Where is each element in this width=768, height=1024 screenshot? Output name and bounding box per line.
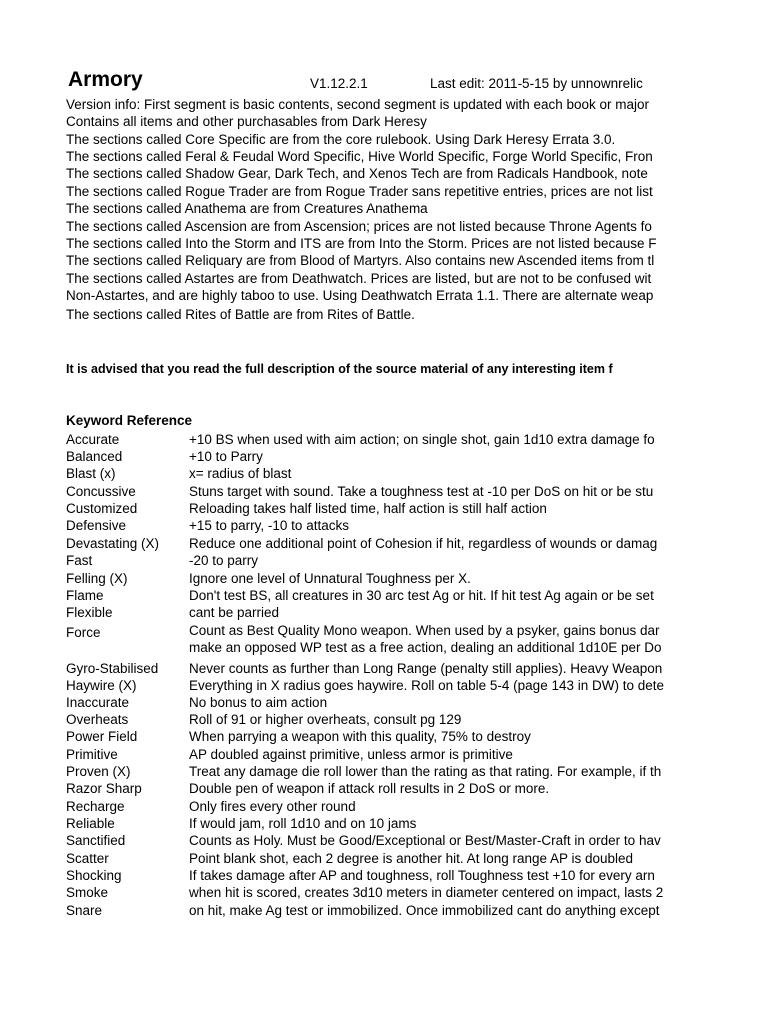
- keyword-name: Recharge: [66, 799, 125, 814]
- keyword-name: Overheats: [66, 712, 129, 727]
- keyword-name: Power Field: [66, 729, 138, 744]
- intro-line: Version info: First segment is basic contents, second segment is updated with each book or major: [66, 97, 650, 112]
- keyword-row: [66, 623, 672, 657]
- keyword-name: Smoke: [66, 885, 109, 900]
- keyword-description: Stuns target with sound. Take a toughness test at -10 per DoS on hit or be stu: [189, 484, 654, 499]
- keyword-name: Blast (x): [66, 466, 116, 481]
- intro-line: The sections called Feral & Feudal Word Specific, Hive World Specific, Forge World Specific, Fron: [66, 149, 653, 164]
- intro-line: The sections called Astartes are from Deathwatch. Prices are listed, but are not to be confused wit: [66, 271, 652, 286]
- keyword-name: Reliable: [66, 816, 115, 831]
- keyword-description: Counts as Holy. Must be Good/Exceptional or Best/Master-Craft in order to hav: [189, 833, 661, 848]
- intro-line: The sections called Rites of Battle are from Rites of Battle.: [66, 307, 415, 322]
- keyword-name: Shocking: [66, 868, 122, 883]
- keyword-description: +15 to parry, -10 to attacks: [189, 518, 349, 533]
- keyword-description: Point blank shot, each 2 degree is another hit. At long range AP is doubled: [189, 851, 634, 866]
- keyword-name: Snare: [66, 903, 103, 918]
- intro-line: The sections called Reliquary are from Blood of Martyrs. Also contains new Ascended items from tl: [66, 253, 655, 268]
- intro-line: Non-Astartes, and are highly taboo to use. Using Deathwatch Errata 1.1. There are alternate weap: [66, 288, 654, 303]
- version-label: V1.12.2.1: [310, 76, 368, 91]
- keyword-description: Roll of 91 or higher overheats, consult pg 129: [189, 712, 462, 727]
- keyword-description: cant be parried: [189, 605, 280, 620]
- keyword-description: Don't test BS, all creatures in 30 arc test Ag or hit. If hit test Ag again or be set: [189, 588, 654, 603]
- keyword-description: Reduce one additional point of Cohesion if hit, regardless of wounds or damag: [189, 536, 658, 551]
- keyword-name: Flexible: [66, 605, 113, 620]
- intro-line: Contains all items and other purchasables from Dark Heresy: [66, 114, 427, 129]
- keyword-description: Everything in X radius goes haywire. Roll on table 5-4 (page 143 in DW) to dete: [189, 678, 665, 693]
- spreadsheet-sheet: [66, 0, 672, 1024]
- keyword-name: Sanctified: [66, 833, 126, 848]
- keyword-description: +10 BS when used with aim action; on single shot, gain 1d10 extra damage fo: [189, 432, 655, 447]
- keyword-description: Ignore one level of Unnatural Toughness per X.: [189, 571, 471, 586]
- keyword-name: Fast: [66, 553, 93, 568]
- keyword-description: when hit is scored, creates 3d10 meters in diameter centered on impact, lasts 2: [189, 885, 664, 900]
- intro-line: The sections called Core Specific are from the core rulebook. Using Dark Heresy Errata 3.0.: [66, 132, 616, 147]
- keyword-description: x= radius of blast: [189, 466, 292, 481]
- last-edit-label: Last edit: 2011-5-15 by unnownrelic: [430, 76, 643, 91]
- keyword-description: Only fires every other round: [189, 799, 356, 814]
- keyword-description: Reloading takes half listed time, half action is still half action: [189, 501, 547, 516]
- keyword-name: Flame: [66, 588, 104, 603]
- keyword-description: on hit, make Ag test or immobilized. Once immobilized cant do anything except: [189, 903, 660, 918]
- intro-line: The sections called Into the Storm and ITS are from Into the Storm. Prices are not listed because F: [66, 236, 657, 251]
- intro-line: The sections called Rogue Trader are from Rogue Trader sans repetitive entries, prices are not list: [66, 184, 653, 199]
- keyword-name: Force: [66, 625, 101, 640]
- keyword-name: Defensive: [66, 518, 127, 533]
- keyword-name: Scatter: [66, 851, 109, 866]
- intro-line: The sections called Shadow Gear, Dark Tech, and Xenos Tech are from Radicals Handbook, note: [66, 166, 648, 181]
- keyword-name: Proven (X): [66, 764, 131, 779]
- keyword-name: Accurate: [66, 432, 120, 447]
- keyword-name: Primitive: [66, 747, 118, 762]
- page-title: Armory: [68, 68, 143, 91]
- keyword-description: -20 to parry: [189, 553, 259, 568]
- keyword-description: Treat any damage die roll lower than the rating as that rating. For example, if th: [189, 764, 662, 779]
- advice-note: It is advised that you read the full description of the source material of any interesting item f: [66, 362, 613, 376]
- keyword-name: Devastating (X): [66, 536, 160, 551]
- intro-line: The sections called Anathema are from Creatures Anathema: [66, 201, 428, 216]
- keyword-name: Gyro-Stabilised: [66, 661, 159, 676]
- keyword-name: Felling (X): [66, 571, 128, 586]
- keyword-name: Balanced: [66, 449, 123, 464]
- keyword-description-continued: make an opposed WP test as a free action, dealing an additional 1d10E per Do: [189, 640, 662, 655]
- keyword-name: Inaccurate: [66, 695, 130, 710]
- intro-line: The sections called Ascension are from Ascension; prices are not listed because Throne Agents fo: [66, 219, 652, 234]
- keyword-heading: Keyword Reference: [66, 413, 193, 428]
- keyword-name: Concussive: [66, 484, 136, 499]
- keyword-description: No bonus to aim action: [189, 695, 328, 710]
- keyword-name: Haywire (X): [66, 678, 137, 693]
- keyword-description: If takes damage after AP and toughness, roll Toughness test +10 for every arn: [189, 868, 655, 883]
- keyword-description: Never counts as further than Long Range (penalty still applies). Heavy Weapon: [189, 661, 663, 676]
- keyword-description: +10 to Parry: [189, 449, 263, 464]
- keyword-description: Double pen of weapon if attack roll results in 2 DoS or more.: [189, 781, 550, 796]
- keyword-description: AP doubled against primitive, unless armor is primitive: [189, 747, 513, 762]
- keyword-description: If would jam, roll 1d10 and on 10 jams: [189, 816, 417, 831]
- keyword-description: Count as Best Quality Mono weapon. When used by a psyker, gains bonus dar: [189, 623, 660, 638]
- keyword-name: Razor Sharp: [66, 781, 142, 796]
- keyword-description: When parrying a weapon with this quality, 75% to destroy: [189, 729, 531, 744]
- keyword-name: Customized: [66, 501, 138, 516]
- title-row: [66, 68, 672, 96]
